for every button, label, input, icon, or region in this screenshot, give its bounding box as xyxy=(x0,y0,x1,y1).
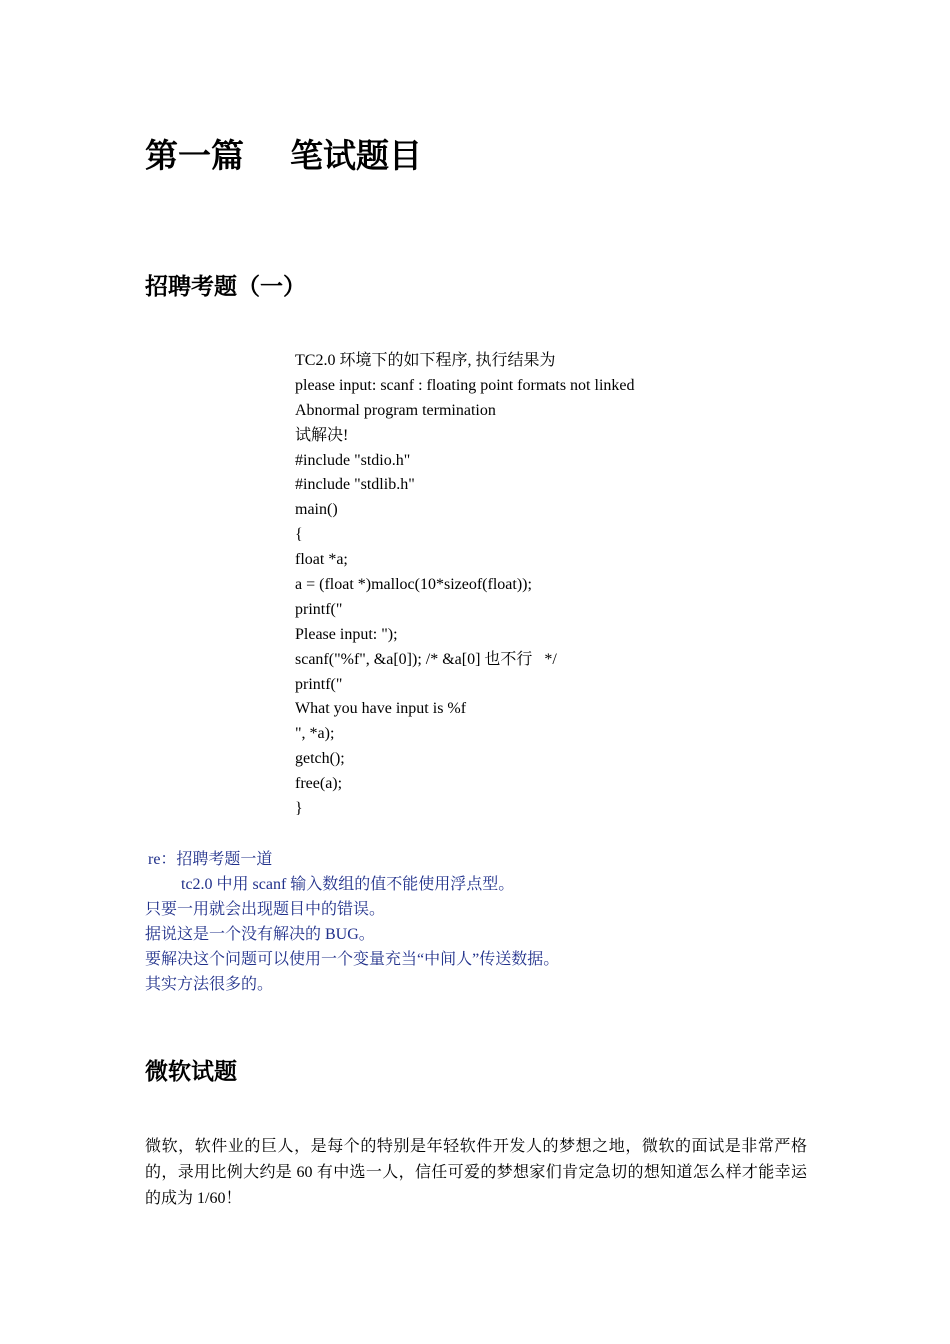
code-line: #include "stdio.h" xyxy=(295,451,411,469)
reply-line: re：招聘考题一道 xyxy=(148,851,273,868)
code-line: TC2.0 环境下的如下程序, 执行结果为 xyxy=(295,352,556,369)
code-line: a = (float *)malloc(10*sizeof(float)); xyxy=(295,576,532,594)
code-line: printf(" xyxy=(295,600,343,618)
code-line: please input: scanf : floating point formats not linked xyxy=(295,376,635,394)
reply-line: 只要一用就会出现题目中的错误。 xyxy=(145,901,386,918)
section-heading-microsoft: 微软试题 xyxy=(145,1059,237,1085)
code-block xyxy=(295,349,634,822)
section-heading-recruitment: 招聘考题（一） xyxy=(145,274,306,300)
code-line: Abnormal program termination xyxy=(295,401,496,419)
reply-block xyxy=(145,847,559,997)
code-line: 试解决! xyxy=(295,426,349,444)
reply-line: 其实方法很多的。 xyxy=(145,976,274,993)
reply-line: tc2.0 中用 scanf 输入数组的值不能使用浮点型。 xyxy=(181,876,515,893)
body-paragraph: 微软，软件业的巨人，是每个的特别是年轻软件开发人的梦想之地，微软的面试是非常严格的，录用比例大约是 60 有中选一人，信任可爱的梦想家们肯定急切的想知道怎么样才能幸运的成为 1/60！ xyxy=(145,1138,807,1207)
page-title: 第一篇 笔试题目 xyxy=(145,136,422,175)
code-line: ", *a); xyxy=(295,725,335,743)
code-line: getch(); xyxy=(295,750,345,768)
code-line: What you have input is %f xyxy=(295,700,467,718)
reply-line: 据说这是一个没有解决的 BUG。 xyxy=(145,926,375,943)
code-line: free(a); xyxy=(295,775,343,793)
code-line: printf(" xyxy=(295,675,343,693)
code-line: float *a; xyxy=(295,551,348,569)
code-line: scanf("%f", &a[0]); /* &a[0] 也不行 */ xyxy=(295,650,557,668)
code-line: Please input: "); xyxy=(295,625,398,643)
reply-line: 要解决这个问题可以使用一个变量充当“中间人”传送数据。 xyxy=(145,951,560,968)
code-line: } xyxy=(295,800,303,818)
code-line: #include "stdlib.h" xyxy=(295,476,415,494)
code-line: main() xyxy=(295,501,338,519)
code-line: { xyxy=(295,526,303,544)
